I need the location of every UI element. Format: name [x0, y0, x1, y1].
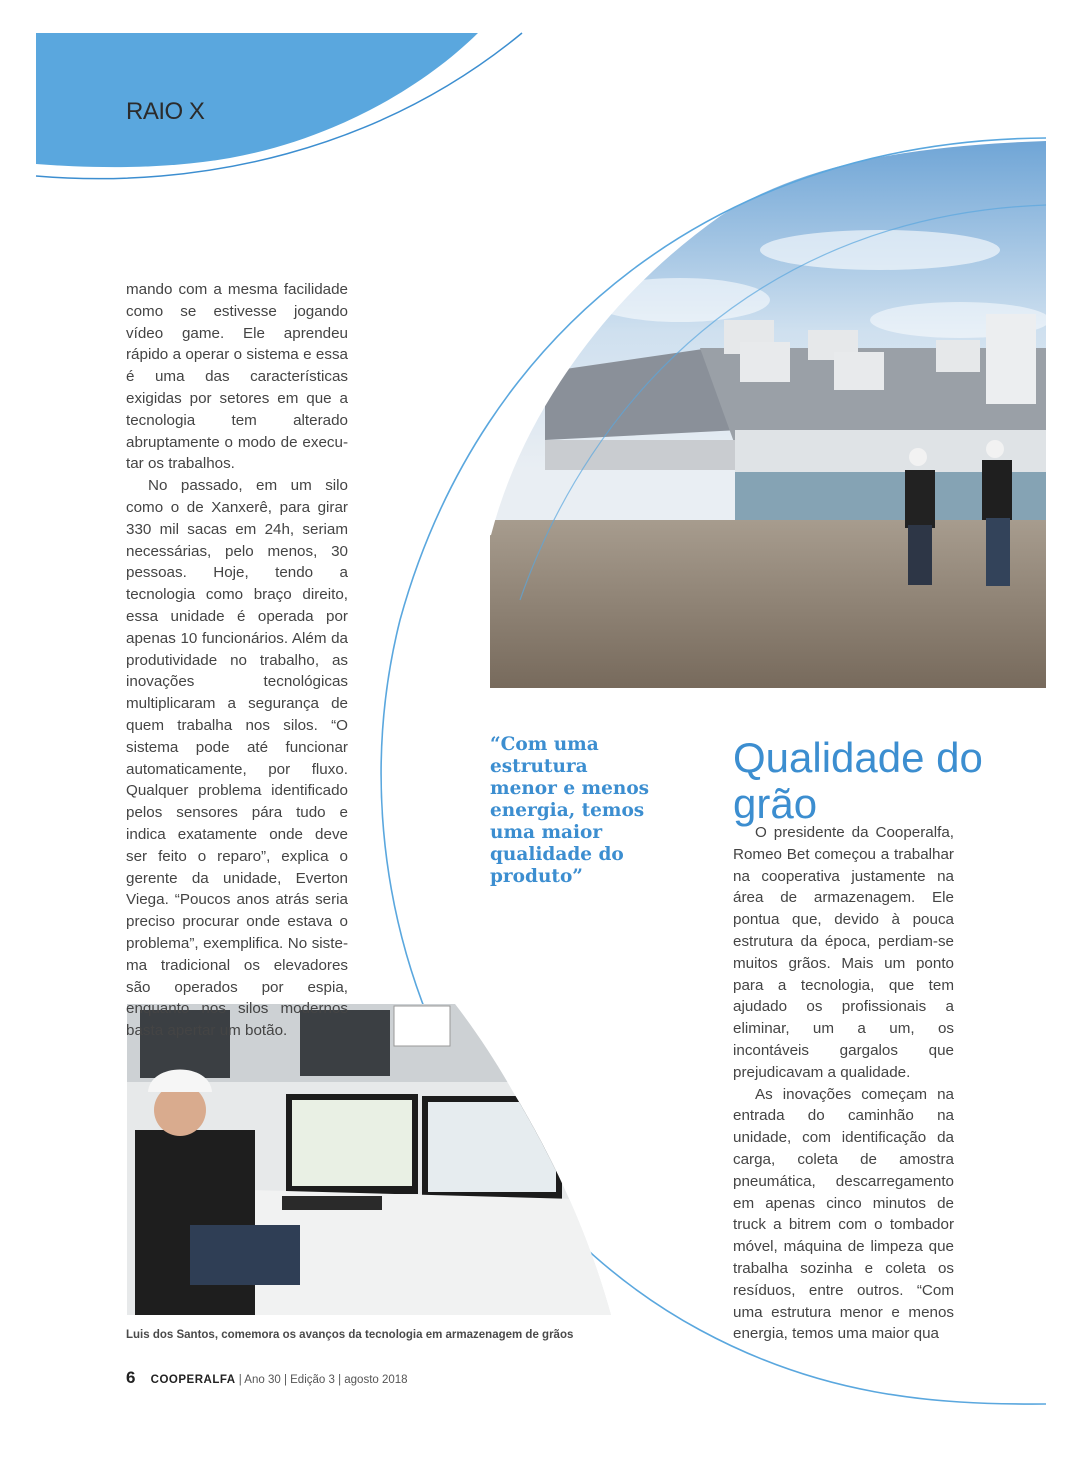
article-headline: Qualidade do grão	[733, 734, 983, 827]
paragraph: mando com a mesma facilidade como se estivesse jogando vídeo game. Ele aprendeu rápido a operar o sistema e essa é uma das características exigidas por setores em que a tecnologia tem alterado abruptamente o modo de executar os trabalhos.	[126, 281, 348, 473]
page-footer	[126, 1368, 408, 1388]
issue-info: | Ano 30 | Edição 3 | agosto 2018	[238, 1374, 408, 1386]
page-number: 6	[126, 1368, 136, 1387]
paragraph: O presidente da Cooperalfa, Romeo Bet começou a trabalhar na cooperativa justamente na área de armazenagem. Ele pontua que, devido à pouca estrutura da época, perdiam-se muitos grãos. Mais um ponto para a tecnologia, que tem ajudado os profissionais a eliminar, um a um, os incontáveis gargalos que prejudicavam a qualidade.	[733, 824, 954, 1081]
pull-quote: “Com uma estrutura menor e menos energia, temos uma maior qualidade do produto”	[490, 734, 650, 887]
silo-photo	[490, 140, 1050, 688]
right-column-text	[733, 822, 954, 1345]
control-room-photo	[127, 1004, 611, 1315]
paragraph: No passado, em um silo como o de Xanxerê, para girar 330 mil sacas em 24h, seriam necessárias, pelo menos, 30 pessoas. Hoje, tendo a tecnologia como braço direito, essa unidade é operada por apenas 10 funcionários. Além da produtividade no trabalho, as inovações tecnológicas multiplicaram a segurança de quem trabalha nos silos. “O sistema pode até funcionar automaticamente, por fluxo. Qualquer problema identificado pelos sensores pára tudo e indica exatamente onde deve ser feito o reparo”, explica o gerente da unidade, Everton Viega. “Poucos anos atrás seria preciso procurar onde estava o problema”, exemplifica. No sistema tradicional os elevadores são operados por espia, enquanto nos silos modernos basta apertar um botão.	[126, 477, 348, 1040]
left-column-text	[126, 279, 348, 1042]
paragraph: As inovações começam na entrada do caminhão na unidade, com identificação da carga, coleta de amostra pneumática, descarregamento em apenas cinco minutos de truck a bitrem com o tombador móvel, máquina de limpeza que trabalha sozinha e coleta os resíduos, entre outros. “Com uma estrutura menor e menos energia, temos uma maior qua	[733, 1085, 954, 1343]
header-band	[36, 33, 478, 167]
photo-caption: Luis dos Santos, comemora os avanços da tecnologia em armazenagem de grãos	[126, 1329, 574, 1341]
brand-name: COOPERALFA	[150, 1374, 236, 1386]
section-label: RAIO X	[126, 98, 205, 125]
